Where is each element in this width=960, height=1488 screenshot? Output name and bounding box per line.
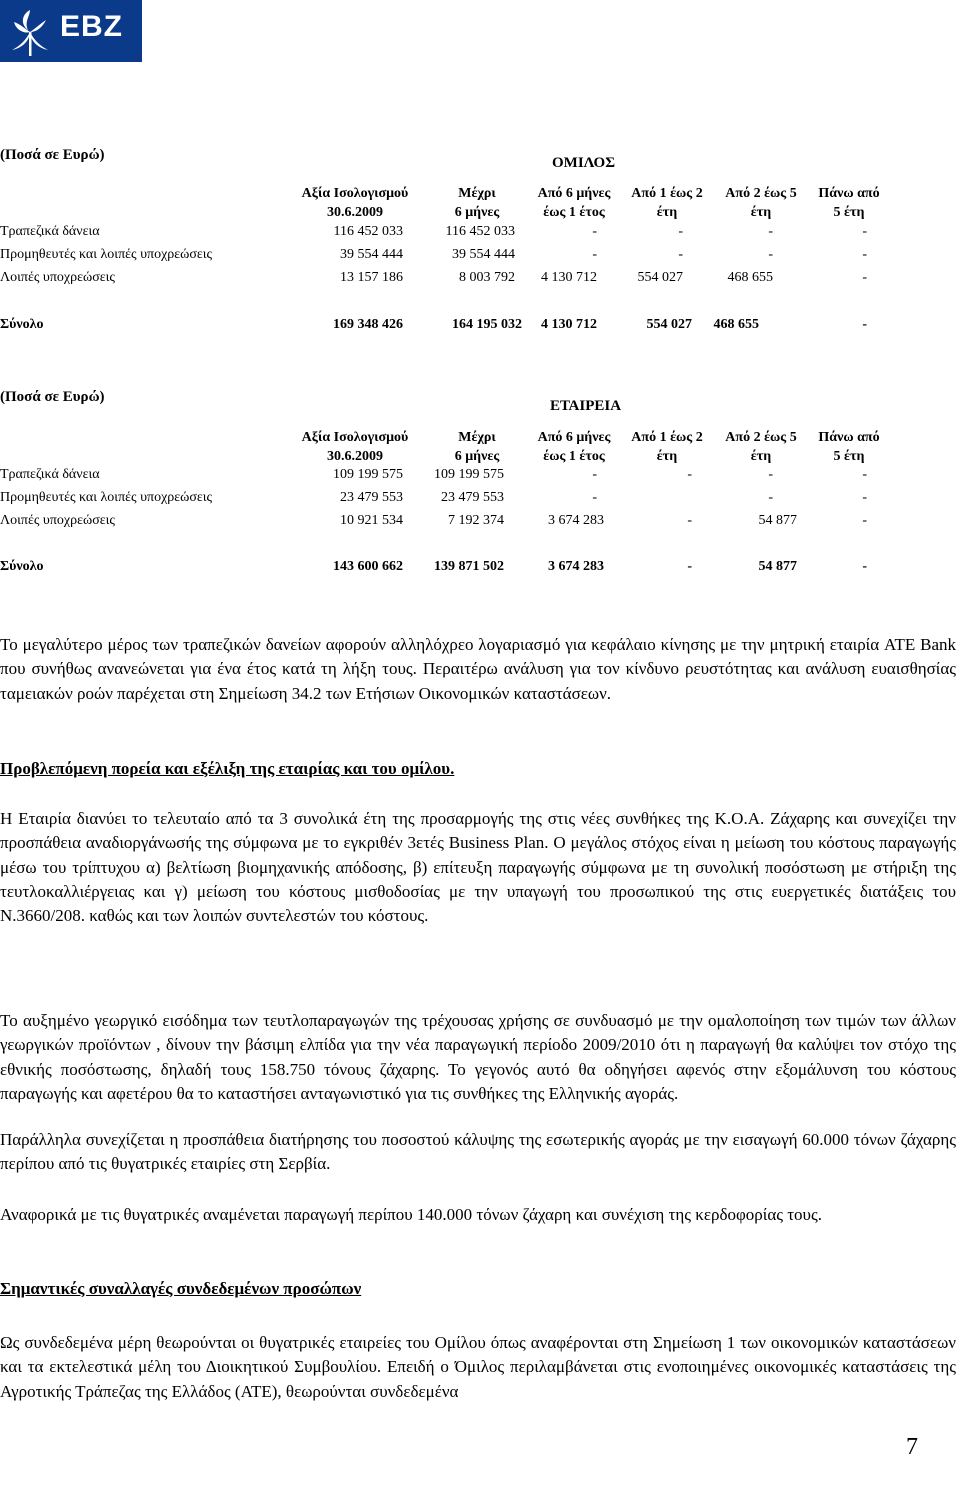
cell: - xyxy=(678,247,683,262)
cell: 23 479 553 xyxy=(441,490,504,505)
cell: - xyxy=(862,224,867,239)
header-2y-5y: Από 2 έως 5 έτη xyxy=(725,186,797,220)
cell: 39 554 444 xyxy=(340,247,403,262)
total-label: Σύνολο xyxy=(0,559,44,574)
cell: - xyxy=(678,224,683,239)
cell: 116 452 033 xyxy=(445,224,515,239)
cell: - xyxy=(687,513,692,528)
header-6m-1y: Από 6 μήνες έως 1 έτος xyxy=(537,430,611,464)
header-6m-1y: Από 6 μήνες έως 1 έτος xyxy=(537,186,611,220)
cell: - xyxy=(862,270,867,285)
currency-note: (Ποσά σε Ευρώ) xyxy=(0,147,105,163)
cell: - xyxy=(768,224,773,239)
cell: - xyxy=(862,490,867,505)
header-over-5y: Πάνω από 5 έτη xyxy=(818,430,880,464)
cell: - xyxy=(768,490,773,505)
cell: 39 554 444 xyxy=(452,247,515,262)
paragraph-income: Το αυξημένο γεωργικό εισόδημα των τευτλοπαραγωγών της τρέχουσας χρήσης σε συνδυασμό με την ομαλοποίηση των τιμών των άλλων γεωργικών προϊόντων , δίνουν την βάσιμη ελπίδα για την νέα παραγωγική περίοδο 2009/2010 ότι η παραγωγή θα καλύψει τον στόχο της εθνικής ποσόστωσης, δηλαδή τους 158.750 τόνους ζάχαρης. Το γεγονός αυτό θα οδηγήσει αφενός στην εξομάλυνση του κόστους παραγωγής και αφετέρου θα το καταστήσει ανταγωνιστικό για τις συνθήκες της Ελληνικής αγοράς. xyxy=(0,1011,956,1103)
row-label: Τραπεζικά δάνεια xyxy=(0,467,100,482)
currency-note: (Ποσά σε Ευρώ) xyxy=(0,389,105,405)
header-book-value: Αξία Ισολογισμού 30.6.2009 xyxy=(301,186,409,220)
section-heading-outlook: Προβλεπόμενη πορεία και εξέλιξη της εταιρίας και του ομίλου. xyxy=(0,759,455,778)
cell: - xyxy=(768,247,773,262)
page-number: 7 xyxy=(906,1434,918,1460)
cell: 3 674 283 xyxy=(548,559,604,574)
row-label: Προμηθευτές και λοιπές υποχρεώσεις xyxy=(0,490,213,505)
cell: 468 655 xyxy=(727,270,773,285)
header-1y-2y: Από 1 έως 2 έτη xyxy=(631,430,703,464)
cell: - xyxy=(592,490,597,505)
table-title: ΟΜΙΛΟΣ xyxy=(552,155,616,171)
cell: - xyxy=(862,247,867,262)
table-title: ΕΤΑΙΡΕΙΑ xyxy=(550,398,622,414)
row-label: Προμηθευτές και λοιπές υποχρεώσεις xyxy=(0,247,213,262)
header-1y-2y: Από 1 έως 2 έτη xyxy=(631,186,703,220)
cell: 468 655 xyxy=(713,317,759,332)
cell: - xyxy=(862,317,867,332)
section-heading-related-parties: Σημαντικές συναλλαγές συνδεδεμένων προσώπων xyxy=(0,1279,362,1298)
header-book-value: Αξία Ισολογισμού 30.6.2009 xyxy=(301,430,409,464)
cell: 10 921 534 xyxy=(340,513,403,528)
cell: 109 199 575 xyxy=(434,467,504,482)
cell: 13 157 186 xyxy=(340,270,403,285)
paragraph-imports: Παράλληλα συνεχίζεται η προσπάθεια διατήρησης του ποσοστού κάλυψης της εσωτερικής αγοράς με την εισαγωγή 60.000 τόνων ζάχαρης περίπου από τις θυγατρικές εταιρίες στη Σερβία. xyxy=(0,1130,956,1174)
cell: - xyxy=(687,467,692,482)
cell: 23 479 553 xyxy=(340,490,403,505)
logo-text: EBZ xyxy=(60,10,123,43)
paragraph-loans: Το μεγαλύτερο μέρος των τραπεζικών δανείων αφορούν αλληλόχρεο λογαριασμό για κεφάλαιο κίνησης με την μητρική εταιρία ATE Bank που συνήθως ανανεώνεται για ένα έτος κατά τη λήξη τους. Περαιτέρω ανάλυση για τον κίνδυνο ρευστότητας και ανάλυση ευαισθησίας ταμειακών ροών παρέχεται στη Σημείωση 34.2 των Ετήσιων Οικονομικών καταστάσεων. xyxy=(0,635,956,703)
cell: 116 452 033 xyxy=(333,224,403,239)
flower-logo-icon xyxy=(0,0,60,62)
cell: 169 348 426 xyxy=(333,317,403,332)
cell: 164 195 032 xyxy=(452,317,522,332)
cell: 4 130 712 xyxy=(541,270,597,285)
cell: 109 199 575 xyxy=(333,467,403,482)
cell: 8 003 792 xyxy=(459,270,515,285)
cell: - xyxy=(592,224,597,239)
cell: 143 600 662 xyxy=(333,559,403,574)
total-label: Σύνολο xyxy=(0,317,44,332)
company-logo xyxy=(0,0,142,62)
row-label: Λοιπές υποχρεώσεις xyxy=(0,270,115,285)
cell: 4 130 712 xyxy=(541,317,597,332)
header-2y-5y: Από 2 έως 5 έτη xyxy=(725,430,797,464)
cell: - xyxy=(862,559,867,574)
header-over-5y: Πάνω από 5 έτη xyxy=(818,186,880,220)
cell: 54 877 xyxy=(758,559,797,574)
cell: - xyxy=(687,559,692,574)
row-label: Λοιπές υποχρεώσεις xyxy=(0,513,115,528)
cell: - xyxy=(862,467,867,482)
cell: 7 192 374 xyxy=(448,513,504,528)
paragraph-restructuring: Η Εταιρία διανύει το τελευταίο από τα 3 συνολικά έτη της προσαρμογής της στις νέες συνθήκες της Κ.Ο.Α. Ζάχαρης και συνεχίζει την προσπάθεια αναδιοργάνωσής της σύμφωνα με το εγκριθέν 3ετές Business Plan. Ο μεγάλος στόχος είναι η μείωση του κόστους παραγωγής μέσω του τρίπτυχου α) βελτίωση βιομηχανικής απόδοσης, β) επίτευξη παραγωγής σύμφωνα με τη συνολική ποσόστωση με στήριξη της τευτλοκαλλιέργειας και γ) μείωση του κόστους μισθοδοσίας με την υπαγωγή του προσωπικού της στις ευεργετικές διατάξεις του Ν.3660/208. καθώς και των λοιπών συντελεστών του κόστους. xyxy=(0,809,956,926)
cell: 139 871 502 xyxy=(434,559,504,574)
paragraph-related-parties: Ως συνδεδεμένα μέρη θεωρούνται οι θυγατρικές εταιρείες του Ομίλου όπως αναφέρονται στη Σημείωση 1 των οικονομικών καταστάσεων και τα εκτελεστικά μέλη του Διοικητικού Συμβουλίου. Επειδή ο Όμιλος περιλαμβάνεται στις ενοποιημένες οικονομικές καταστάσεις της Αγροτικής Τράπεζας της Ελλάδος (ΑΤΕ), θεωρούνται συνδεδεμένα xyxy=(0,1333,956,1401)
row-label: Τραπεζικά δάνεια xyxy=(0,224,100,239)
cell: - xyxy=(862,513,867,528)
cell: - xyxy=(592,467,597,482)
paragraph-subsidiaries: Αναφορικά με τις θυγατρικές αναμένεται παραγωγή περίπου 140.000 τόνων ζάχαρη και συνέχιση της κερδοφορίας τους. xyxy=(0,1205,822,1224)
cell: 3 674 283 xyxy=(548,513,604,528)
cell: 554 027 xyxy=(646,317,692,332)
cell: - xyxy=(592,247,597,262)
cell: 554 027 xyxy=(637,270,683,285)
header-up-to-6m: Μέχρι 6 μήνες xyxy=(454,186,500,220)
header-up-to-6m: Μέχρι 6 μήνες xyxy=(454,430,500,464)
cell: - xyxy=(768,467,773,482)
cell: 54 877 xyxy=(758,513,797,528)
